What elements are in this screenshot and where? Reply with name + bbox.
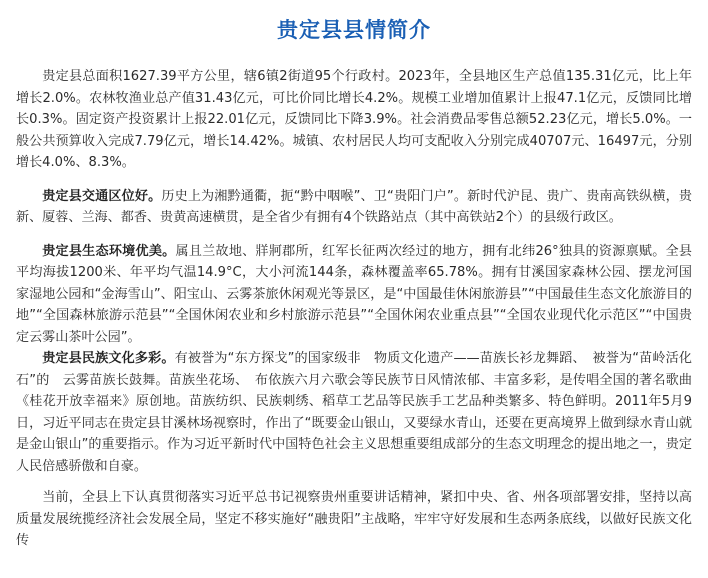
- paragraph-text: 贵定县总面积1627.39平方公里，辖6镇2街道95个行政村。2023年，全县地区生产总值135.31亿元，比上年增长2.0%。农林牧渔业总产值31.43亿元，可比价同比增长4.2%。规模工业增加值累计上报47.1亿元，反馈同比增长0.3%。固定资产投资累计上报22.01亿元，反馈同比下降3.9%。社会消费品零售总额52.23亿元，增长5.0%。一般公共预算收入完成7.79亿元，增长14.42%。城镇、农村居民人均可支配收入分别完成40707元、16497元，分别增长4.0%、8.3%。: [16, 69, 692, 170]
- paragraph-overview: [16, 66, 692, 174]
- paragraph-text: 当前，全县上下认真贯彻落实习近平总书记视察贵州重要讲话精神，紧扣中央、省、州各项部署安排，坚持以高质量发展统揽经济社会发展全局，坚定不移实施好“融贵阳”主战略，牢牢守好发展和生态两条底线，以做好民族文化传: [16, 490, 692, 548]
- paragraph-current: [16, 487, 692, 552]
- paragraph-lead: 贵定县生态环境优美。: [42, 243, 176, 259]
- paragraph-lead: 贵定县民族文化多彩。: [42, 351, 175, 366]
- document-body: [16, 66, 692, 552]
- page-title: 贵定县县情简介: [277, 18, 431, 42]
- paragraph-text: 历史上为湘黔通衢，扼“黔中咽喉”、卫“贵阳门户”。新时代沪昆、贵广、贵南高铁纵横，贵新、厦蓉、兰海、都香、贵黄高速横贯，是全省少有拥有4个铁路站点（其中高铁站2个）的县级行政区。: [16, 188, 692, 225]
- paragraph-transport: [16, 186, 692, 229]
- paragraph-culture: [16, 348, 692, 477]
- paragraph-text: 有被誉为“东方探戈”的国家级非 物质文化遗产——苗族长衫龙舞蹈、 被誉为“苗岭活化石”的 云雾苗族长鼓舞。苗族坐花场、 布依族六月六歌会等民族节日风情浓郁、丰富多彩，是传唱全国的著名歌曲《桂花开放幸福来》原创地。苗族纺织、民族刺绣、稻草工艺品等民族手工艺品种类繁多、特色鲜明。2011年5月9日，习近平同志在贵定县甘溪林场视察时，作出了“既要金山银山，又要绿水青山，还要在更高境界上做到绿水青山就是金山银山”的重要指示。作为习近平新时代中国特色社会主义思想重要组成部分的生态文明理念的提出地之一，贵定人民倍感骄傲和自豪。: [16, 351, 692, 474]
- paragraph-ecology: [16, 241, 692, 349]
- paragraph-text: 属且兰故地、牂牁郡所，红军长征两次经过的地方，拥有北纬26°独具的资源禀赋。全县平均海拔1200米、年平均气温14.9°C，大小河流144条，森林覆盖率65.78%。拥有甘溪国家森林公园、摆龙河国家湿地公园和“金海雪山”、阳宝山、云雾茶旅休闲观光等景区，是“中国最佳休闲旅游县”“中国最佳生态文化旅游目的地”“全国森林旅游示范县”“全国休闲农业和乡村旅游示范县”“全国休闲农业重点县”“全国农业现代化示范区”“中国贵定云雾山茶叶公园”。: [16, 243, 692, 345]
- paragraph-lead: 贵定县交通区位好。: [42, 188, 162, 204]
